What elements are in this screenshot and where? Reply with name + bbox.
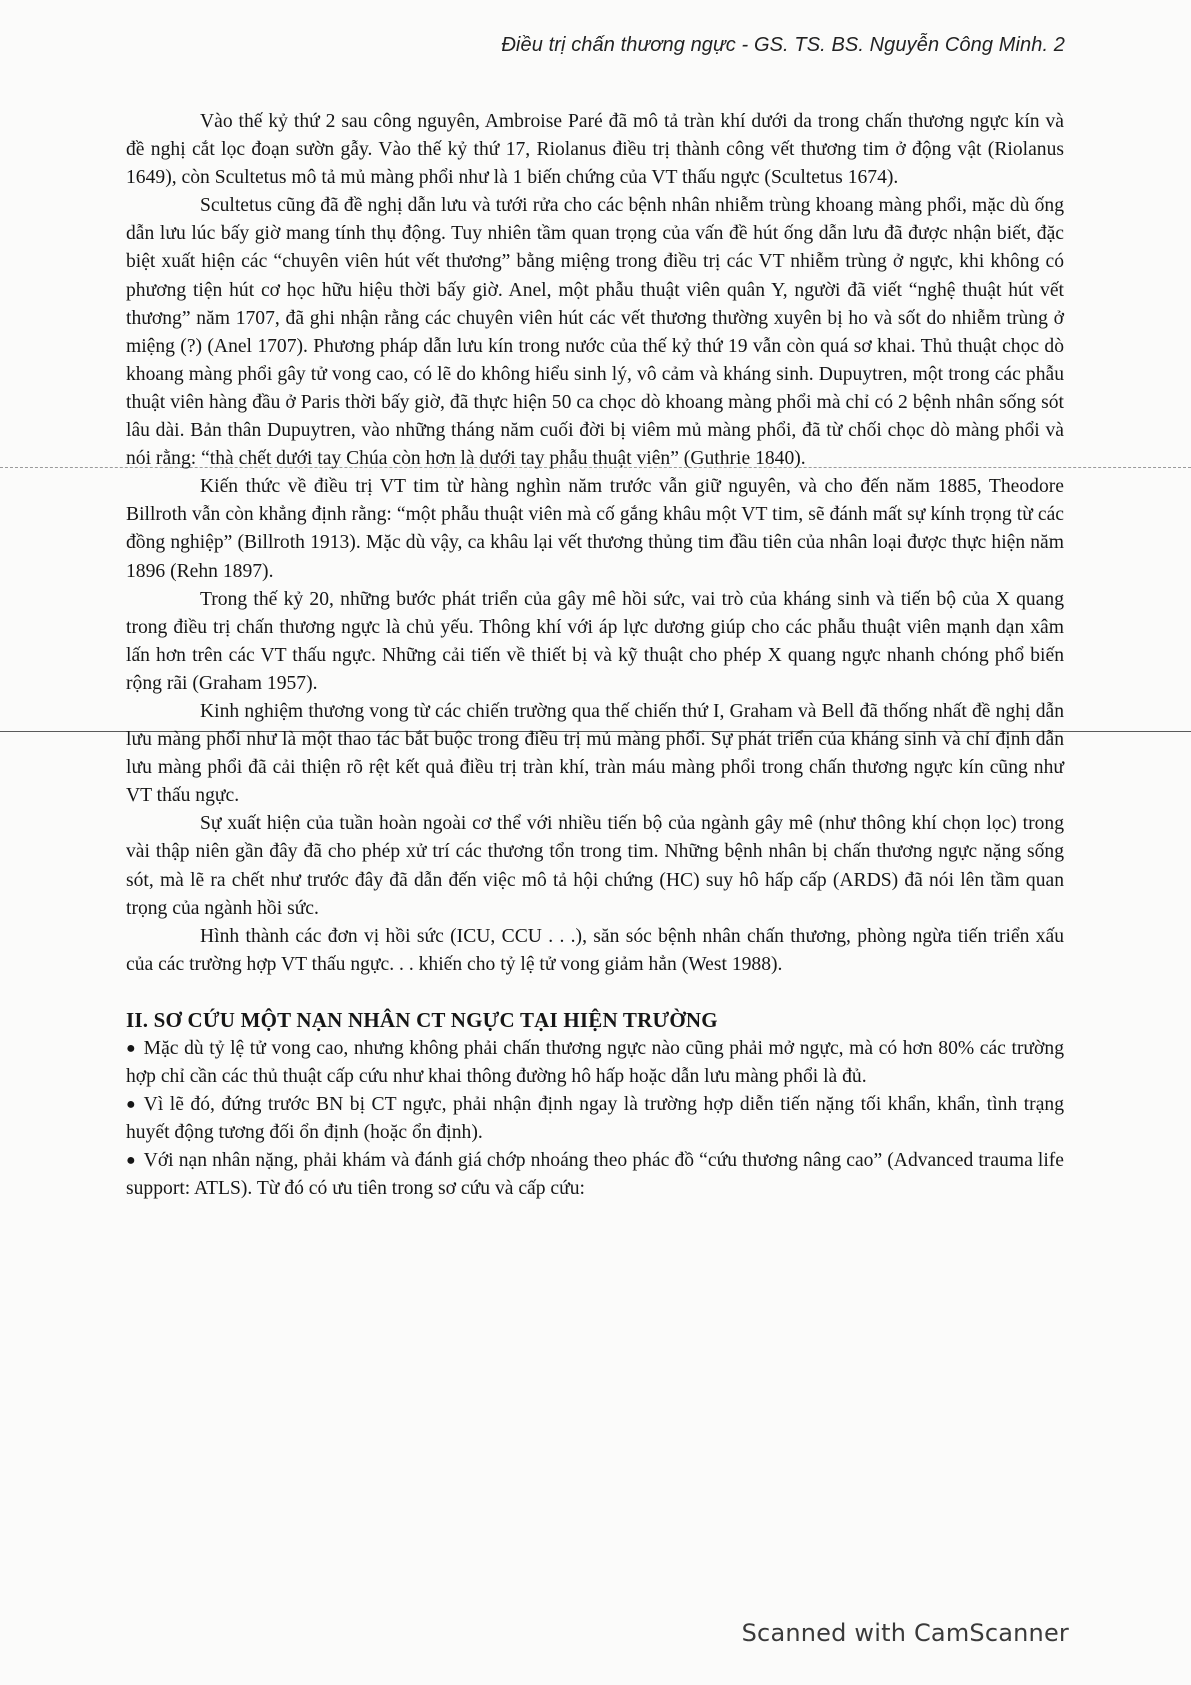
bullet-text: Với nạn nhân nặng, phải khám và đánh giá chớp nhoáng theo phác đồ “cứu thương nâng cao” (Advanced trauma life support: ATLS). Từ đó có ưu tiên trong sơ cứu và cấp cứu: <box>126 1150 1064 1200</box>
paragraph-icu-formation: Hình thành các đơn vị hồi sức (ICU, CCU . . .), săn sóc bệnh nhân chấn thương, phòng ngừa tiến triển xấu của các trường hợp VT thấu ngực. . . khiến cho tỷ lệ tử vong giảm hẳn (West 1988). <box>126 925 1064 975</box>
first-aid-bullet-list <box>126 1035 1064 1204</box>
list-item <box>126 1091 1064 1147</box>
document-body <box>126 108 1064 1203</box>
bullet-text: Mặc dù tỷ lệ tử vong cao, nhưng không phải chấn thương ngực nào cũng phải mở ngực, mà có hơn 80% các trường hợp chỉ cần các thủ thuật cấp cứu như khai thông đường hô hấp hoặc dẫn lưu màng phổi là đủ. <box>126 1037 1064 1087</box>
paragraph-history-pare: Vào thế kỷ thứ 2 sau công nguyên, Ambroise Paré đã mô tả tràn khí dưới da trong chấn thương ngực kín và đề nghị cắt lọc đoạn sườn gẫy. Vào thế kỷ thứ 17, Riolanus điều trị thành công vết thương tim ở động vật (Riolanus 1649), còn Scultetus mô tả mủ màng phổi như là 1 biến chứng của VT thấu ngực (Scultetus 1674). <box>126 111 1064 189</box>
camscanner-watermark: Scanned with CamScanner <box>741 1619 1069 1647</box>
paragraph-world-war-experience: Kinh nghiệm thương vong từ các chiến trường qua thế chiến thứ I, Graham và Bell đã thống nhất đề nghị dẫn lưu màng phổi như là một thao tác bắt buộc trong điều trị mủ màng phổi. Sự phát triển của kháng sinh và chỉ định dẫn lưu màng phổi đã cải thiện rõ rệt kết quả điều trị tràn khí, tràn máu màng phổi trong chấn thương ngực kín cũng như VT thấu ngực. <box>126 700 1064 807</box>
list-item <box>126 1035 1064 1091</box>
bullet-text: Vì lẽ đó, đứng trước BN bị CT ngực, phải nhận định ngay là trường hợp diễn tiến nặng tối khẩn, khẩn, tình trạng huyết động tương đối ổn định (hoặc ổn định). <box>126 1094 1064 1144</box>
section-heading: II. SƠ CỨU MỘT NẠN NHÂN CT NGỰC TẠI HIỆN TRƯỜNG <box>126 1007 718 1032</box>
list-item <box>126 1147 1064 1203</box>
bullet-icon: ● <box>126 1096 136 1114</box>
bullet-icon: ● <box>126 1152 136 1170</box>
paragraph-scultetus-drainage: Scultetus cũng đã đề nghị dẫn lưu và tưới rửa cho các bệnh nhân nhiễm trùng khoang màng phổi, mặc dù ống dẫn lưu lúc bấy giờ mang tính thụ động. Tuy nhiên tầm quan trọng của vấn đề hút ống dẫn lưu đã được nhận biết, đặc biệt xuất hiện các “chuyên viên hút vết thương” bằng miệng trong điều trị các VT nhiễm trùng ở ngực, khi không có phương tiện hút cơ học hữu hiệu thời bấy giờ. Anel, một phẫu thuật viên quân Y, người đã viết “nghệ thuật hút vết thương” năm 1707, đã ghi nhận rằng các chuyên viên hút các vết thương thường xuyên bị ho và sốt do nhiễm trùng ở miệng (?) (Anel 1707). Phương pháp dẫn lưu kín trong nước của thế kỷ thứ 19 vẫn còn quá sơ khai. Thủ thuật chọc dò khoang màng phổi gây tử vong cao, có lẽ do không hiểu sinh lý, vô cảm và kháng sinh. Dupuytren, một trong các phẫu thuật viên hàng đầu ở Paris thời bấy giờ, đã thực hiện 50 ca chọc dò khoang màng phổi mà chỉ có 2 bệnh nhân sống sót lâu dài. Bản thân Dupuytren, vào những tháng năm cuối đời bị viêm mủ màng phổi, đã từ chối chọc dò màng phổi và nói rằng: “thà chết dưới tay Chúa còn hơn là dưới tay phẫu thuật viên” (Guthrie 1840). <box>126 195 1064 470</box>
paragraph-twentieth-century: Trong thế kỷ 20, những bước phát triển của gây mê hồi sức, vai trò của kháng sinh và tiến bộ của X quang trong điều trị chấn thương ngực là chủ yếu. Thông khí với áp lực dương giúp cho các phẫu thuật viên mạnh dạn xâm lấn hơn trên các VT thấu ngực. Những cải tiến về thiết bị và kỹ thuật cho phép X quang ngực nhanh chóng phổ biến rộng rãi (Graham 1957). <box>126 588 1064 694</box>
paragraph-extracorporeal-circulation: Sự xuất hiện của tuần hoàn ngoài cơ thể với nhiều tiến bộ của ngành gây mê (như thông khí chọn lọc) trong vài thập niên gần đây đã cho phép xử trí các thương tổn trong tim. Những bệnh nhân bị chấn thương ngực nặng sống sót, mà lẽ ra chết như trước đây đã dẫn đến việc mô tả hội chứng (HC) suy hô hấp cấp (ARDS) đã nói lên tầm quan trọng của ngành hồi sức. <box>126 813 1064 919</box>
bullet-icon: ● <box>126 1039 136 1057</box>
paragraph-heart-wound-billroth: Kiến thức về điều trị VT tim từ hàng nghìn năm trước vẫn giữ nguyên, và cho đến năm 1885, Theodore Billroth vẫn còn khẳng định rằng: “một phẫu thuật viên mà cố gắng khâu một VT tim, sẽ đánh mất sự kính trọng từ các đồng nghiệp” (Billroth 1913). Mặc dù vậy, ca khâu lại vết thương thủng tim đầu tiên của nhân loại được thực hiện năm 1896 (Rehn 1897). <box>126 476 1064 582</box>
running-header: Điều trị chấn thương ngực - GS. TS. BS. Nguyễn Công Minh. 2 <box>501 34 1065 56</box>
